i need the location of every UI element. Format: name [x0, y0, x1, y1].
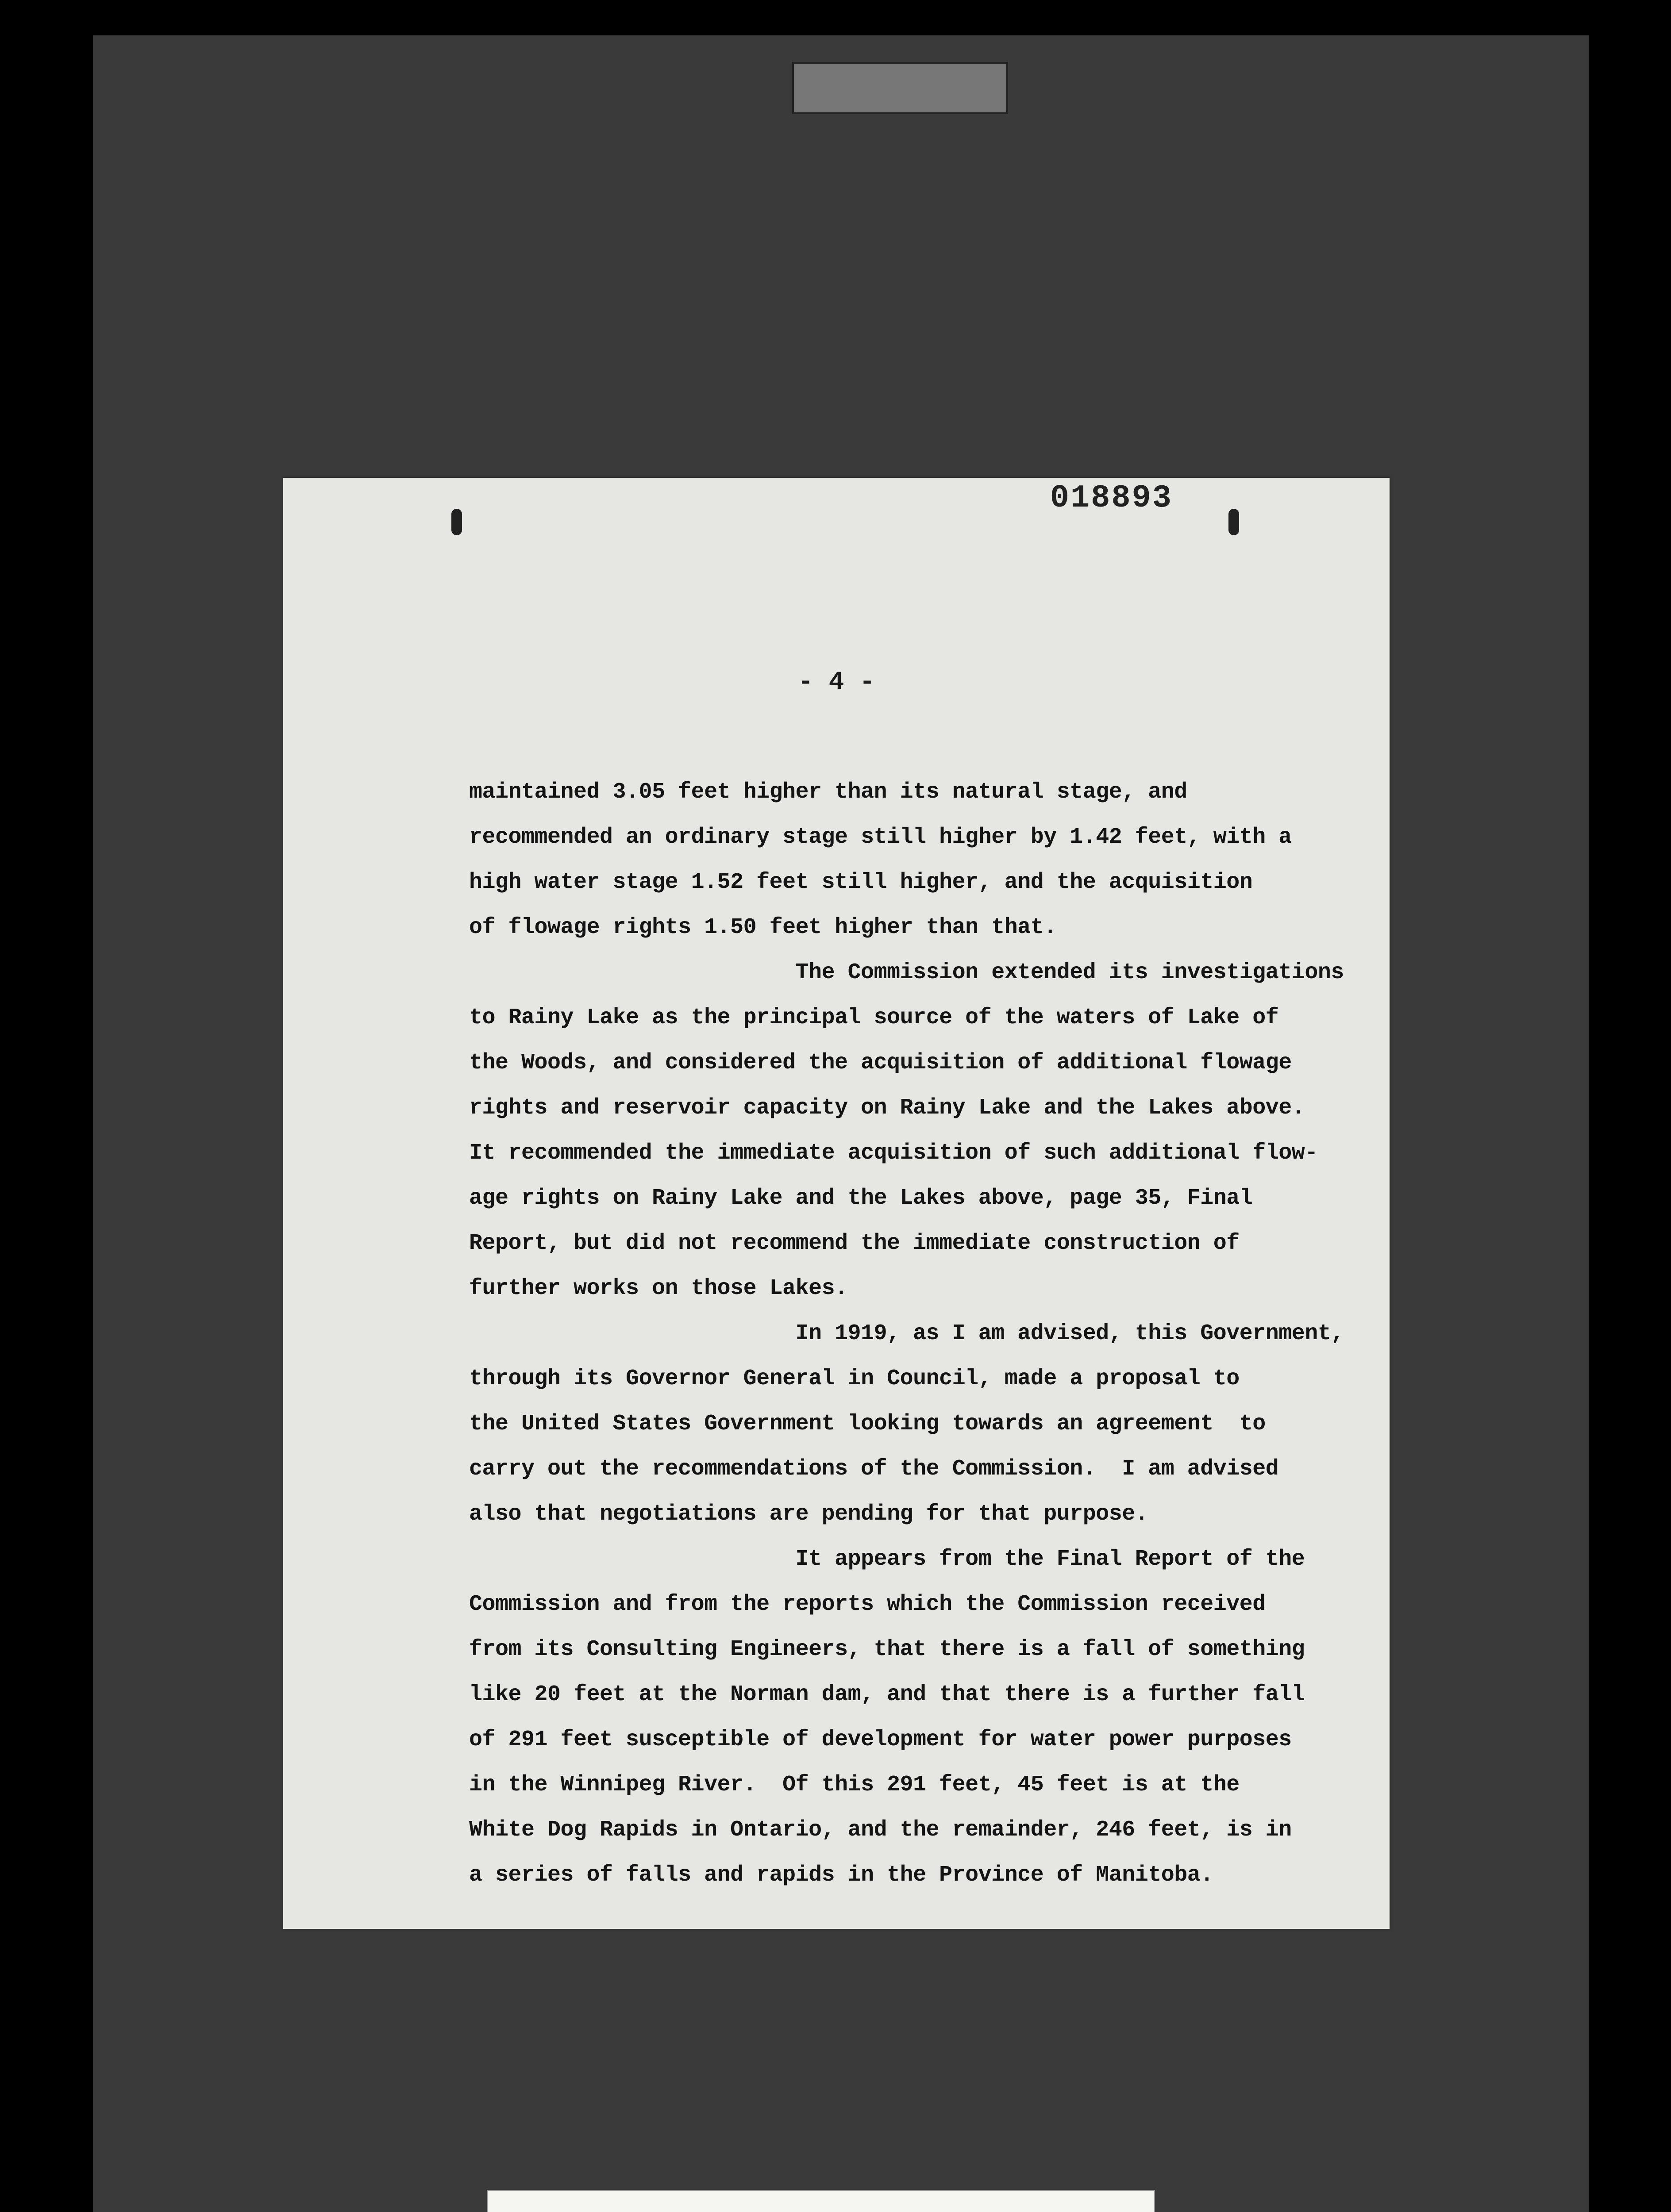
body-line: the United States Government looking towards an agreement to [469, 1411, 1266, 1436]
body-line: a series of falls and rapids in the Province of Manitoba. [469, 1863, 1213, 1888]
body-line: It recommended the immediate acquisition of such additional flow- [469, 1141, 1318, 1166]
document-number: 018893 [1050, 480, 1173, 516]
body-line: to Rainy Lake as the principal source of the waters of Lake of [469, 1005, 1279, 1030]
archive-ticket [487, 2190, 1155, 2212]
punch-hole-left [451, 509, 462, 535]
body-line: rights and reservoir capacity on Rainy Lake and the Lakes above. [469, 1095, 1305, 1121]
letter-body [469, 770, 1345, 1898]
body-line: from its Consulting Engineers, that there is a fall of something [469, 1637, 1305, 1662]
body-line: like 20 feet at the Norman dam, and that there is a further fall [469, 1682, 1305, 1707]
typed-letter-page [283, 478, 1390, 1929]
body-line: of 291 feet susceptible of development for water power purposes [469, 1727, 1292, 1752]
body-line: age rights on Rainy Lake and the Lakes above, page 35, Final [469, 1186, 1253, 1211]
body-line: Commission and from the reports which the Commission received [469, 1592, 1266, 1617]
binder-clip [792, 62, 1008, 114]
body-line: the Woods, and considered the acquisition of additional flowage [469, 1050, 1292, 1075]
body-line: carry out the recommendations of the Commission. I am advised [469, 1456, 1279, 1482]
body-line: In 1919, as I am advised, this Government, [469, 1321, 1344, 1346]
body-line: high water stage 1.52 feet still higher, and the acquisition [469, 870, 1253, 895]
body-line: recommended an ordinary stage still higher by 1.42 feet, with a [469, 825, 1292, 850]
punch-hole-right [1228, 509, 1239, 535]
body-line: The Commission extended its investigations [469, 960, 1344, 985]
body-line: also that negotiations are pending for that purpose. [469, 1502, 1148, 1527]
body-line: It appears from the Final Report of the [469, 1547, 1305, 1572]
body-line: further works on those Lakes. [469, 1276, 848, 1301]
page-number: - 4 - [797, 668, 875, 697]
body-line: White Dog Rapids in Ontario, and the remainder, 246 feet, is in [469, 1817, 1292, 1843]
body-line: Report, but did not recommend the immediate construction of [469, 1231, 1240, 1256]
body-line: maintained 3.05 feet higher than its natural stage, and [469, 780, 1187, 805]
body-line: through its Governor General in Council, made a proposal to [469, 1366, 1240, 1391]
body-line: of flowage rights 1.50 feet higher than that. [469, 915, 1057, 940]
body-line: in the Winnipeg River. Of this 291 feet, 45 feet is at the [469, 1772, 1240, 1797]
